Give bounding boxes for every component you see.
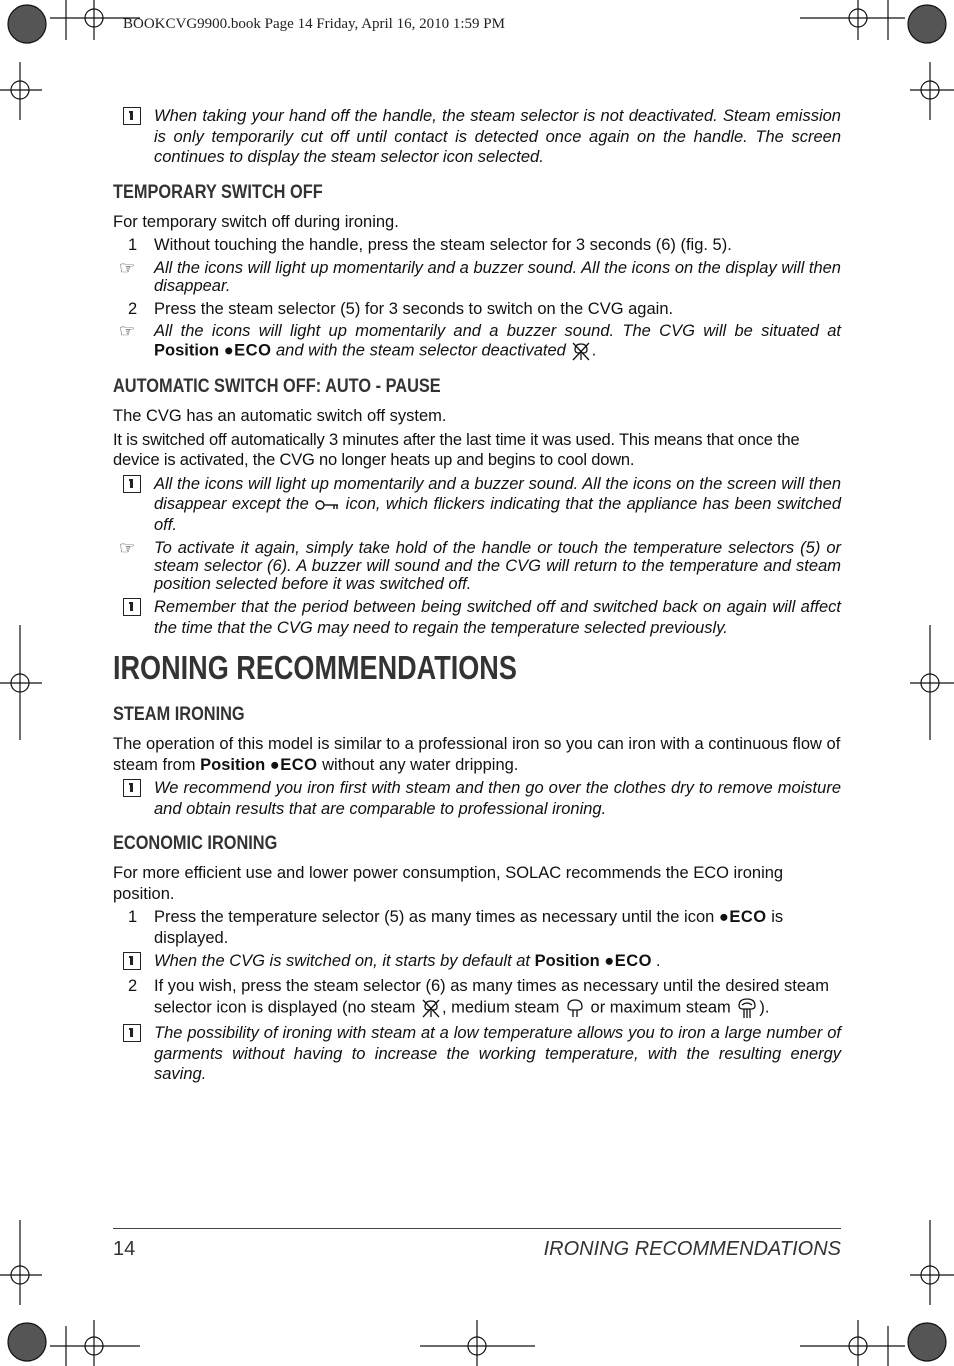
hand-note: ☞ All the icons will light up momentarily and a buzzer sound. All the icons on the display will then disappear. (119, 257, 841, 295)
info-note: We recommend you iron first with steam and then go over the clothes dry to remove moisture and obtain results that are comparable to professional ironing. (113, 778, 841, 819)
pointing-hand-icon: ☞ (119, 257, 136, 278)
paragraph: The operation of this model is similar to a professional iron so you can iron with a continuous flow of steam from Position ●ECO without any water dripping. (113, 735, 841, 774)
info-icon (123, 475, 141, 493)
info-icon (123, 1024, 141, 1042)
section-heading-economic-ironing: ECONOMIC IRONING (113, 833, 278, 854)
step-number: 1 (128, 236, 138, 254)
numbered-step: 2 Press the steam selector (5) for 3 seconds to switch on the CVG again. (128, 299, 674, 318)
info-note: The possibility of ironing with steam at a low temperature allows you to iron a large number of garments without having to increase the working temperature, with the resulting energy saving. (113, 1023, 841, 1085)
eco-icon: ●ECO (269, 755, 318, 774)
paragraph: For more efficient use and lower power consumption, SOLAC recommends the ECO ironing position. (113, 864, 784, 903)
paragraph: It is switched off automatically 3 minutes after the last time it was used. This means that once the device is activated, the CVG no longer heats up and begins to cool down. (113, 430, 800, 469)
footer-divider (113, 1228, 841, 1229)
info-icon (123, 598, 141, 616)
info-note: All the icons will light up momentarily and a buzzer sound. All the icons on the screen will then disappear except the icon, which flickers indicating that the appliance has been switched off. (113, 474, 841, 536)
step-number: 2 (128, 976, 138, 995)
hand-note: ☞ All the icons will light up momentarily and a buzzer sound. The CVG will be situated at Position ●ECO and with the steam selector deactivated . (113, 322, 841, 362)
eco-icon: ●ECO (223, 341, 272, 360)
numbered-step: 2 If you wish, press the steam selector (6) as many times as necessary until the desired steam selector icon is displayed (no steam , medium steam or maximum steam ). (113, 976, 841, 1021)
pointing-hand-icon: ☞ (119, 538, 136, 558)
no-steam-icon (570, 340, 592, 362)
medium-steam-icon (564, 997, 586, 1019)
section-heading-automatic-switch-off: AUTOMATIC SWITCH OFF: AUTO - PAUSE (113, 376, 441, 397)
main-heading: IRONING RECOMMENDATIONS (113, 649, 517, 686)
paragraph: For temporary switch off during ironing. (113, 212, 399, 231)
info-note: When taking your hand off the handle, the steam selector is not deactivated. Steam emission is only temporarily cut off until contact is detected once again on the handle. The screen continues to display the steam selector icon selected. (113, 106, 841, 168)
no-steam-icon (420, 997, 442, 1019)
numbered-step: 1 Without touching the handle, press the steam selector for 3 seconds (6) (fig. 5). (128, 236, 732, 254)
hand-note: ☞ To activate it again, simply take hold of the handle or touch the temperature selectors (5) or steam selector (6). A buzzer will sound and the CVG will return to the temperature and steam position selected before it was switched off. (119, 538, 841, 593)
max-steam-icon (735, 996, 759, 1020)
pointing-hand-icon: ☞ (119, 321, 136, 341)
key-icon (314, 498, 340, 512)
info-icon (123, 952, 141, 970)
paragraph: The CVG has an automatic switch off system. (113, 407, 447, 425)
section-heading-steam-ironing: STEAM IRONING (113, 704, 245, 725)
eco-icon: ●ECO (604, 952, 653, 970)
info-icon (123, 107, 141, 125)
section-heading-temporary-switch-off: TEMPORARY SWITCH OFF (113, 181, 323, 203)
step-number: 1 (128, 908, 138, 926)
page-content (113, 106, 841, 1089)
eco-icon: ●ECO (718, 908, 767, 926)
info-icon (123, 779, 141, 797)
info-note: When the CVG is switched on, it starts by default at Position ●ECO . (113, 951, 841, 972)
numbered-step: 1 Press the temperature selector (5) as many times as necessary until the icon ●ECO is displayed. (128, 908, 784, 947)
page-number: 14 (113, 1238, 136, 1260)
info-note: Remember that the period between being switched off and switched back on again will affect the time that the CVG may need to regain the temperature selected previously. (113, 597, 841, 638)
book-header-line: BOOKCVG9900.book Page 14 Friday, April 16, 2010 1:59 PM (123, 16, 505, 32)
step-number: 2 (128, 299, 138, 318)
footer-section-title: IRONING RECOMMENDATIONS (543, 1238, 841, 1260)
